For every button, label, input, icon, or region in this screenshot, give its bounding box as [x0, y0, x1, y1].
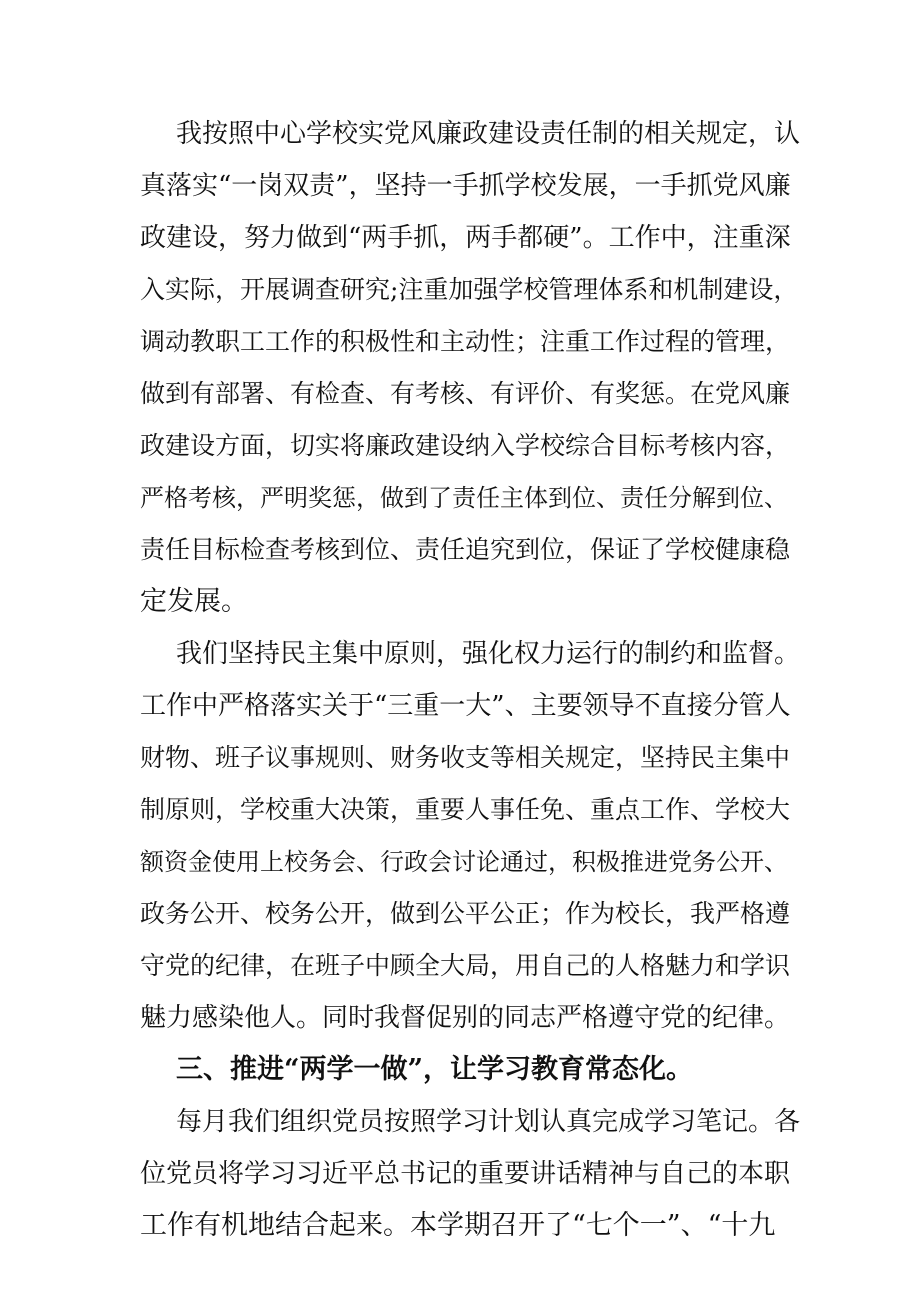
- paragraph-1-line-2: 真落实“一岗双责”，坚持一手抓学校发展，一手抓党风廉: [140, 171, 791, 201]
- paragraph-2-line-8: 魅力感染他人。同时我督促别的同志严格遵守党的纪律。: [140, 1003, 791, 1033]
- paragraph-1-line-3: 政建设，努力做到“两手抓，两手都硬”。工作中，注重深: [140, 223, 791, 253]
- paragraph-2-line-3: 财物、班子议事规则、财务收支等相关规定，坚持民主集中: [140, 743, 791, 772]
- paragraph-1-line-10: 定发展。: [140, 586, 248, 617]
- paragraph-2-line-5: 额资金使用上校务会、行政会讨论通过，积极推进党务公开、: [140, 848, 788, 876]
- paragraph-1-line-7: 政建设方面，切实将廉政建设纳入学校综合目标考核内容，: [140, 431, 791, 460]
- paragraph-1-line-5: 调动教职工工作的积极性和主动性；注重工作过程的管理，: [140, 327, 791, 356]
- paragraph-1-line-6: 做到有部署、有检查、有考核、有评价、有奖惩。在党风廉: [140, 379, 791, 408]
- paragraph-1-line-4: 入实际，开展调查研究;注重加强学校管理体系和机制建设，: [140, 275, 799, 304]
- paragraph-3-line-1: 每月我们组织党员按照学习计划认真完成学习笔记。各: [176, 1107, 801, 1137]
- paragraph-3-line-2: 位党员将学习习近平总书记的重要讲话精神与自己的本职: [140, 1159, 791, 1189]
- paragraph-2-line-7: 守党的纪律，在班子中顾全大局，用自己的人格魅力和学识: [140, 951, 791, 980]
- paragraph-2-line-1: 我们坚持民主集中原则，强化权力运行的制约和监督。: [176, 639, 801, 669]
- paragraph-1-line-1: 我按照中心学校实党风廉政建设责任制的相关规定，认: [176, 119, 801, 149]
- paragraph-1-line-9: 责任目标检查考核到位、责任追究到位，保证了学校健康稳: [140, 535, 791, 564]
- section-heading: 三、推进“两学一做”，让学习教育常态化。: [176, 1054, 694, 1085]
- paragraph-2-line-6: 政务公开、校务公开，做到公平公正；作为校长，我严格遵: [140, 899, 791, 928]
- paragraph-1-line-8: 严格考核，严明奖惩，做到了责任主体到位、责任分解到位、: [140, 484, 788, 512]
- paragraph-2-line-4: 制原则，学校重大决策，重要人事任免、重点工作、学校大: [140, 795, 791, 824]
- paragraph-3-line-3: 工作有机地结合起来。本学期召开了“七个一”、“十九: [140, 1210, 776, 1241]
- paragraph-2-line-2: 工作中严格落实关于“三重一大”、主要领导不直接分管人: [140, 691, 791, 721]
